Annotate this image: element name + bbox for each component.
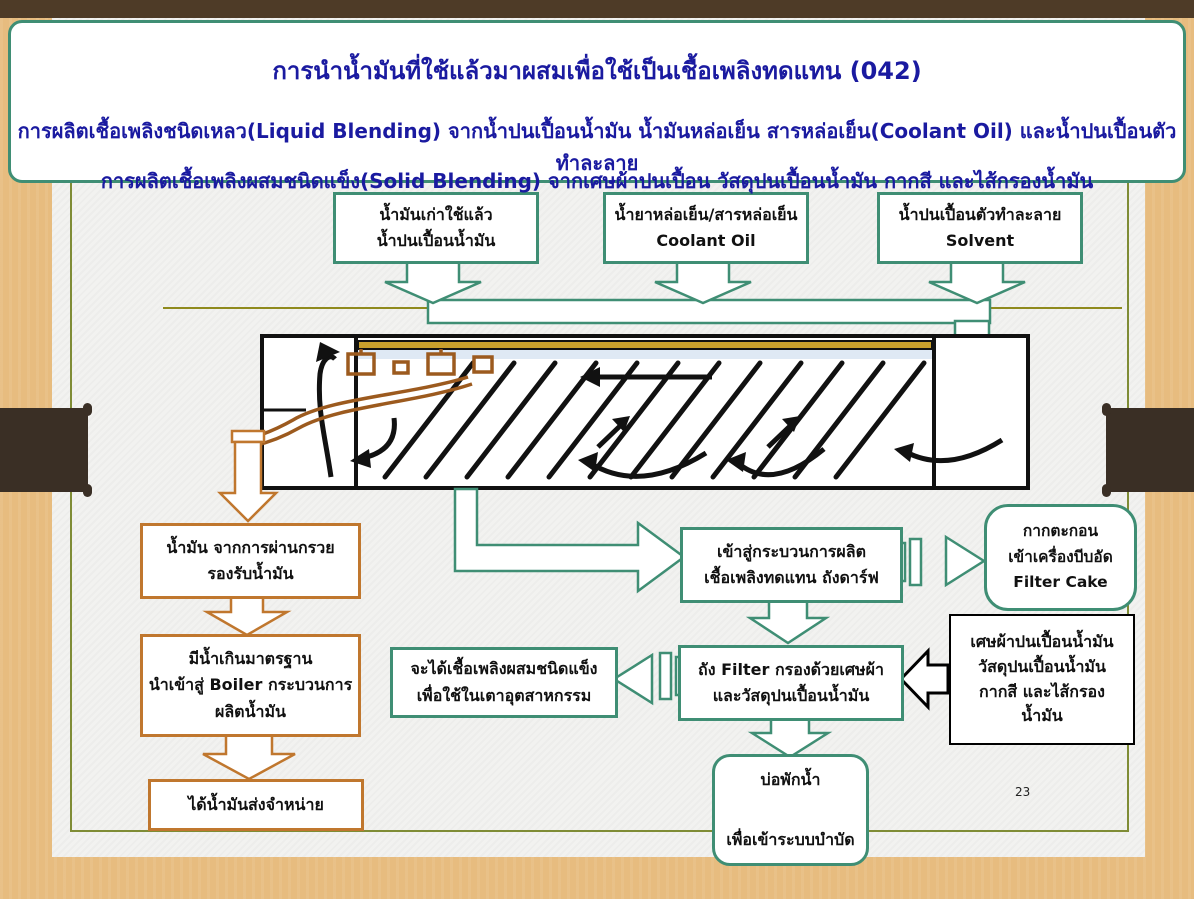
strap-peg <box>1102 403 1111 416</box>
box-text: น้ำมันเก่าใช้แล้ว <box>379 204 493 224</box>
box-text: และวัสดุปนเปื้อนน้ำมัน <box>712 686 870 705</box>
box-text: น้ำยาหล่อเย็น/สารหล่อเย็น <box>614 204 798 224</box>
title-banner <box>8 20 1186 193</box>
slide-subtitle-solid-blending: การผลิตเชื้อเพลิงผสมชนิดแข็ง(Solid Blending) จากเศษผ้าปนเปื้อน วัสดุปนเปื้อนน้ำมัน กากสี และไส้กรองน้ำมัน <box>100 169 1094 193</box>
box-water-pond <box>712 754 869 866</box>
page-number: 23 <box>1015 785 1031 799</box>
box-contaminated-materials <box>949 614 1135 745</box>
slide-subtitle-liquid-blending: การผลิตเชื้อเพลิงชนิดเหลว(Liquid Blending) จากน้ำปนเปื้อนน้ำมัน น้ำมันหล่อเย็น สารหล่อเย็น(Coolant Oil) และน้ำปนเปื้อนตัวทำละลาย <box>17 119 1177 175</box>
box-text: เชื้อเพลิงทดแทน ถังดาร์ฟ <box>704 568 879 587</box>
box-text: เศษผ้าปนเปื้อนน้ำมัน <box>970 631 1114 651</box>
box-text: เพื่อใช้ในเตาอุตสาหกรรม <box>416 685 592 705</box>
box-filter-tank <box>678 645 904 721</box>
box-solid-fuel <box>390 647 618 718</box>
box-text: Filter Cake <box>1013 573 1108 592</box>
box-text: บ่อพักน้ำ <box>760 770 821 789</box>
box-text: เข้าเครื่องบีบอัด <box>1008 547 1113 566</box>
oil-outlet-cap <box>232 431 264 442</box>
box-text: กากตะกอน <box>1022 522 1099 541</box>
input-box-used-oil <box>333 192 539 264</box>
box-excess-water-boiler <box>140 634 361 737</box>
left-binder-strap <box>0 408 88 492</box>
input-box-coolant-oil <box>603 192 809 264</box>
arrow-boiler-to-sale <box>203 731 295 779</box>
box-text: น้ำมัน <box>1021 706 1063 726</box>
slide-title: การนำน้ำมันที่ใช้แล้วมาผสมเพื่อใช้เป็นเชื้อเพลิงทดแทน (042) <box>272 57 922 85</box>
box-text: เข้าสู่กระบวนการผลิต <box>717 541 866 561</box>
box-oil-from-funnel <box>140 523 361 599</box>
box-text: ถัง Filter กรองด้วยเศษผ้า <box>698 659 884 679</box>
box-text: เพื่อเข้าระบบบำบัด <box>726 829 855 849</box>
box-text: น้ำปนเปื้อนน้ำมัน <box>376 231 496 250</box>
strap-peg <box>83 484 92 497</box>
right-binder-strap <box>1106 408 1194 492</box>
strap-peg <box>1102 484 1111 497</box>
box-text: รองรับน้ำมัน <box>207 564 294 583</box>
box-oil-for-sale <box>148 779 364 831</box>
box-filter-cake <box>984 504 1137 611</box>
arrow-filter-to-pond <box>752 716 828 757</box>
collector-channel <box>428 300 990 323</box>
connector-production-to-filtercake <box>900 537 984 585</box>
input-box-solvent <box>877 192 1083 264</box>
box-text: ได้น้ำมันส่งจำหน่าย <box>188 794 324 814</box>
strap-peg <box>83 403 92 416</box>
down-arrow-used-oil <box>385 259 481 303</box>
box-text: Solvent <box>945 231 1015 250</box>
box-text: วัสดุปนเปื้อนน้ำมัน <box>978 656 1106 676</box>
box-text: Coolant Oil <box>656 231 756 250</box>
box-text: จะได้เชื้อเพลิงผสมชนิดแข็ง <box>410 659 598 679</box>
arrow-production-to-filter <box>750 598 826 643</box>
separation-tank <box>240 336 1028 488</box>
arrow-funnel-to-boiler <box>207 594 287 635</box>
box-fuel-production <box>680 527 903 603</box>
box-text: กากสี และไส้กรอง <box>979 681 1105 701</box>
down-arrow-solvent <box>929 259 1025 303</box>
arrow-materials-to-filter <box>901 651 948 707</box>
box-text: ผลิตน้ำมัน <box>215 701 286 721</box>
down-arrow-coolant <box>655 259 751 303</box>
box-text: นำเข้าสู่ Boiler กระบวนการ <box>148 675 353 695</box>
channel-tank-to-production <box>455 489 684 591</box>
box-text: มีน้ำเกินมาตรฐาน <box>188 648 313 668</box>
connector-filter-to-solidfuel <box>614 653 681 703</box>
box-text: น้ำมัน จากการผ่านกรวย <box>166 537 335 557</box>
box-text: น้ำปนเปื้อนตัวทำละลาย <box>898 204 1062 224</box>
